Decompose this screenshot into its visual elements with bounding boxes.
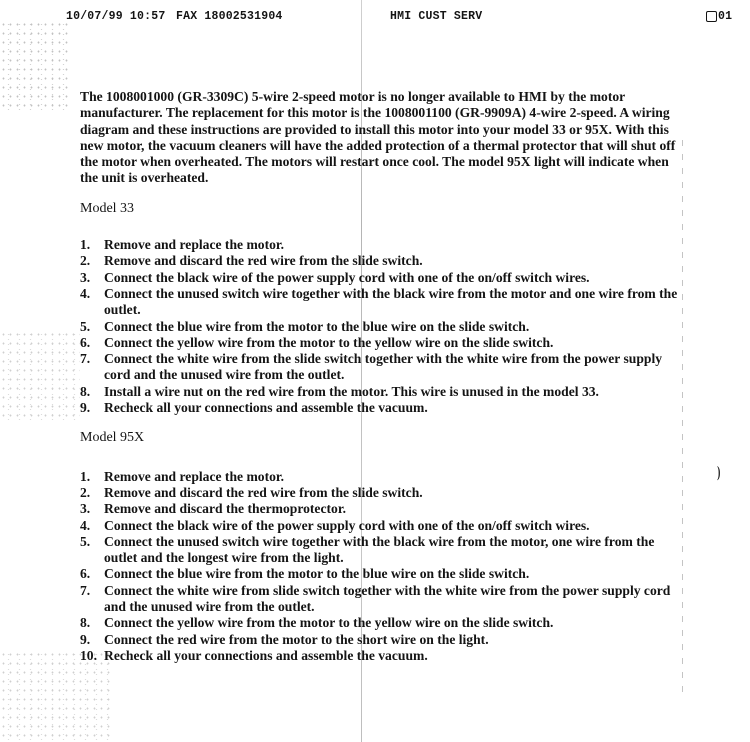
- step-item: [80, 270, 688, 286]
- step-item: [80, 632, 688, 648]
- step-item: [80, 319, 688, 335]
- step-number: 9.: [80, 400, 91, 416]
- step-text: Remove and discard the thermoprotector.: [104, 501, 347, 517]
- step-item: [80, 501, 688, 517]
- step-item: [80, 351, 688, 384]
- step-number: 2.: [80, 484, 91, 500]
- section-heading-model-95x: Model 95X: [80, 430, 145, 446]
- step-text: Recheck all your connections and assemble the vacuum.: [104, 647, 428, 663]
- step-number: 4.: [80, 285, 91, 301]
- step-number: 1.: [80, 468, 91, 484]
- step-text: Remove and replace the motor.: [104, 237, 285, 253]
- step-number: 7.: [80, 582, 91, 598]
- step-text: Connect the blue wire from the motor to the blue wire on the slide switch.: [104, 566, 530, 582]
- intro-paragraph: The 1008001000 (GR-3309C) 5-wire 2-speed motor is no longer available to HMI by the motor manufacturer. The replacement for this motor is the 1008001100 (GR-9909A) 4-wire 2-speed. A wiring diagram and these instructions are provided to install this motor into your model 33 or 95X. With this new motor, the vacuum cleaners will have the added protection of a thermal protector that will shut off the motor when overheated. The motors will restart once cool. The model 95X light will indicate when the unit is overheated.: [80, 89, 676, 186]
- step-item: [80, 583, 688, 616]
- step-item: [80, 469, 688, 485]
- step-text: Connect the blue wire from the motor to the blue wire on the slide switch.: [104, 318, 530, 334]
- step-number: 8.: [80, 383, 91, 399]
- step-item: [80, 237, 688, 253]
- step-number: 6.: [80, 566, 91, 582]
- fax-number: FAX 18002531904: [176, 10, 283, 23]
- step-item: [80, 400, 688, 416]
- step-number: 6.: [80, 334, 91, 350]
- step-number: 7.: [80, 351, 91, 367]
- page-number: 01: [718, 10, 733, 23]
- step-item: [80, 485, 688, 501]
- step-number: 3.: [80, 501, 91, 517]
- step-text: Connect the unused switch wire together with the black wire from the motor and one wire from the outlet.: [104, 285, 678, 318]
- section-heading-model-33: Model 33: [80, 200, 135, 216]
- document-body: [80, 89, 688, 664]
- step-text: Connect the yellow wire from the motor to the yellow wire on the slide switch.: [104, 615, 554, 631]
- step-text: Connect the black wire of the power supply cord with one of the on/off switch wires.: [104, 269, 590, 285]
- step-text: Remove and discard the red wire from the slide switch.: [104, 253, 423, 269]
- step-text: Connect the unused switch wire together with the black wire from the motor, one wire from the outlet and the longest wire from the light.: [104, 533, 655, 566]
- step-text: Remove and replace the motor.: [104, 468, 285, 484]
- margin-mark: ): [717, 464, 721, 481]
- step-number: 5.: [80, 533, 91, 549]
- step-number: 2.: [80, 253, 91, 269]
- step-item: [80, 518, 688, 534]
- step-item: [80, 253, 688, 269]
- step-number: 4.: [80, 517, 91, 533]
- step-item: [80, 648, 688, 664]
- fax-page-indicator: [706, 10, 732, 23]
- step-number: 5.: [80, 318, 91, 334]
- step-number: 8.: [80, 615, 91, 631]
- fax-header: [0, 10, 750, 30]
- step-item: [80, 615, 688, 631]
- step-item: [80, 384, 688, 400]
- step-text: Install a wire nut on the red wire from the motor. This wire is unused in the model 33.: [104, 383, 599, 399]
- step-number: 9.: [80, 631, 91, 647]
- fax-page-icon: [706, 11, 717, 22]
- step-text: Connect the white wire from slide switch together with the white wire from the power supply cord and the unused wire from the outlet.: [104, 582, 671, 615]
- step-number: 3.: [80, 269, 91, 285]
- scan-noise: [0, 20, 70, 110]
- step-item: [80, 335, 688, 351]
- steps-model-95x: [80, 469, 688, 665]
- step-text: Remove and discard the red wire from the slide switch.: [104, 484, 423, 500]
- step-text: Recheck all your connections and assemble the vacuum.: [104, 400, 428, 416]
- step-item: [80, 286, 688, 319]
- step-number: 10.: [80, 647, 97, 663]
- step-item: [80, 534, 688, 567]
- fax-department: HMI CUST SERV: [390, 10, 483, 23]
- scan-noise: [0, 330, 80, 420]
- step-item: [80, 566, 688, 582]
- step-text: Connect the white wire from the slide switch together with the white wire from the power supply cord and the unused wire from the outlet.: [104, 351, 663, 383]
- fax-datetime: 10/07/99 10:57: [66, 10, 166, 23]
- step-text: Connect the black wire of the power supply cord with one of the on/off switch wires.: [104, 517, 590, 533]
- steps-model-33: [80, 237, 688, 416]
- step-text: Connect the red wire from the motor to the short wire on the light.: [104, 631, 489, 647]
- step-text: Connect the yellow wire from the motor to the yellow wire on the slide switch.: [104, 334, 554, 350]
- step-number: 1.: [80, 237, 91, 253]
